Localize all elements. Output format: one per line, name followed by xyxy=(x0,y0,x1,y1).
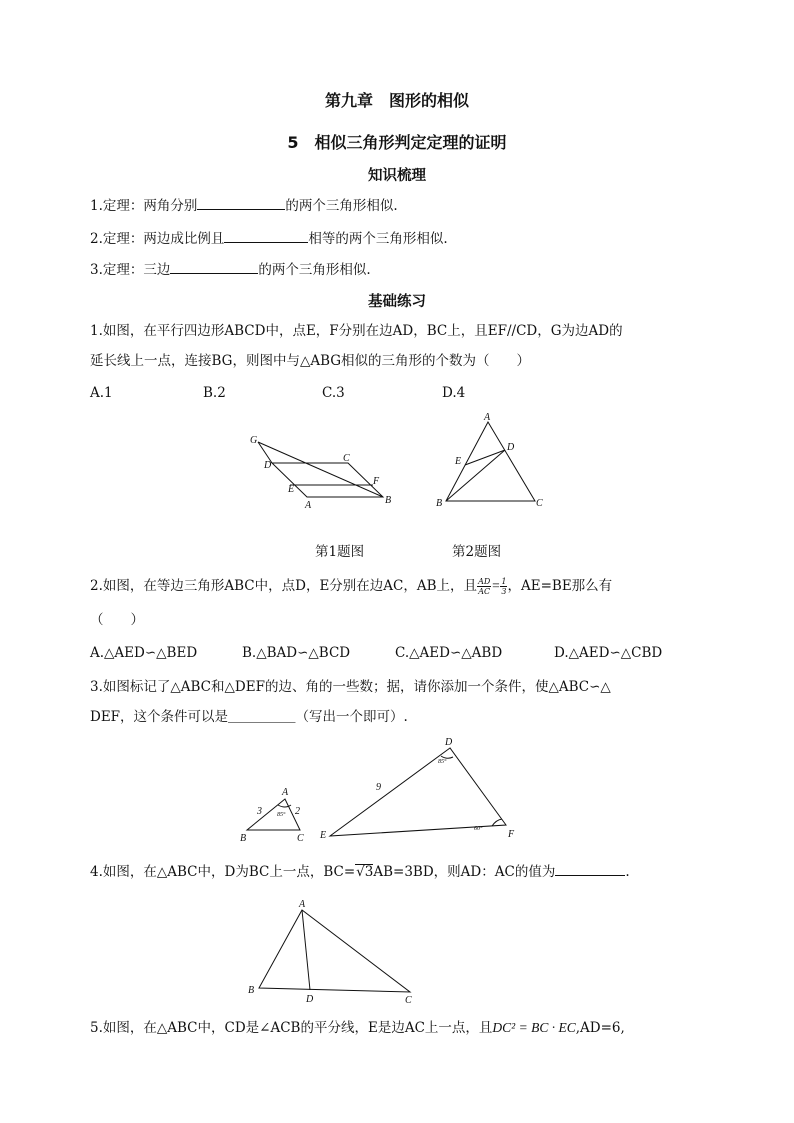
blank-3[interactable] xyxy=(170,259,258,274)
label-d: D xyxy=(306,994,314,1005)
label-b: B xyxy=(436,498,443,509)
q2-option-a[interactable]: A.△AED∽△BED xyxy=(90,645,198,661)
theorem-1: 1.定理：两角分别 的两个三角形相似. xyxy=(90,195,398,216)
q4-answer-blank[interactable] xyxy=(555,861,625,876)
label-a: A xyxy=(299,899,306,910)
blank-2[interactable] xyxy=(224,228,308,243)
q2-option-b[interactable]: B.△BAD∽△BCD xyxy=(242,645,351,661)
label-angle-d: 85° xyxy=(438,759,447,765)
figure-2-caption: 第2题图 xyxy=(452,544,502,560)
q1-option-d[interactable]: D.4 xyxy=(442,385,466,401)
segment-ed xyxy=(465,450,505,465)
figure-2-triangle xyxy=(430,410,550,510)
q5-line: 5.如图，在△ABC中，CD是∠ACB的平分线，E是边AC上一点，且DC² = BC · EC,AD=6, xyxy=(90,1020,625,1036)
figure-3-triangles xyxy=(230,732,530,847)
segment-ad xyxy=(302,910,310,990)
label-c: C xyxy=(405,995,412,1006)
label-side-ab: 3 xyxy=(257,806,262,817)
label-e: E xyxy=(320,830,327,841)
triangle-def-large xyxy=(330,748,506,836)
label-e: E xyxy=(455,456,462,467)
fraction-ad-ac: $\frac{AD}{AC}$ xyxy=(478,577,491,596)
label-f: F xyxy=(373,476,380,487)
sqrt-3: √3 xyxy=(356,864,374,880)
q1-option-a[interactable]: A.1 xyxy=(90,385,113,401)
label-angle-f: 60° xyxy=(474,826,483,832)
blank-1[interactable] xyxy=(197,195,285,210)
label-c: C xyxy=(536,498,543,509)
q3-line1: 3.如图标记了△ABC和△DEF的边、角的一些数；据，请你添加一个条件，使△ABC∽△ xyxy=(90,679,611,695)
theorem-3: 3.定理：三边 的两个三角形相似. xyxy=(90,259,371,280)
label-d: D xyxy=(264,460,272,471)
fraction-one-third: $\frac{1}{3}$ xyxy=(501,577,507,596)
triangle-abc xyxy=(259,910,410,992)
label-a: A xyxy=(305,500,312,511)
label-b: B xyxy=(240,833,247,844)
label-b: B xyxy=(248,985,255,996)
label-b: B xyxy=(385,495,392,506)
figure-1-parallelogram xyxy=(245,430,405,515)
theorem-2: 2.定理：两边成比例且 相等的两个三角形相似. xyxy=(90,228,448,249)
segment-gb xyxy=(258,442,383,497)
label-angle-a: 85° xyxy=(277,812,286,818)
knowledge-heading: 知识梳理 xyxy=(368,168,426,184)
label-c: C xyxy=(343,453,350,464)
chapter-title: 第九章 图形的相似 xyxy=(324,91,469,110)
q1-line2: 延长线上一点，连接BG，则图中与△ABG相似的三角形的个数为（ ） xyxy=(90,353,531,369)
q1-option-b[interactable]: B.2 xyxy=(203,385,226,401)
q1-line1: 1.如图，在平行四边形ABCD中，点E，F分别在边AD，BC上，且EF//CD，G为边AD的 xyxy=(90,323,623,339)
label-side-de: 9 xyxy=(376,782,381,793)
figure-4-triangle xyxy=(240,895,430,1010)
label-g: G xyxy=(250,435,258,446)
q1-option-c[interactable]: C.3 xyxy=(322,385,345,401)
label-d: D xyxy=(507,442,515,453)
q4-line: 4.如图，在△ABC中，D为BC上一点，BC=√3AB=3BD，则AD：AC的值为 . xyxy=(90,861,630,882)
section-title: 5 相似三角形判定定理的证明 xyxy=(287,133,507,152)
label-c: C xyxy=(297,833,304,844)
q3-line2: DEF，这个条件可以是＿＿＿＿＿（写出一个即可）. xyxy=(90,709,408,725)
label-a: A xyxy=(484,412,491,423)
practice-heading: 基础练习 xyxy=(368,294,426,310)
triangle-abc-small xyxy=(247,799,300,830)
angle-d-arc xyxy=(441,756,453,758)
q2-line2: （ ） xyxy=(90,612,144,628)
figure-1-caption: 第1题图 xyxy=(315,544,365,560)
q2-line1: 2.如图，在等边三角形ABC中，点D，E分别在边AC，AB上，且 $\frac{AD}{AC}$ = $\frac{1}{3}$ ，AE=BE那么有 xyxy=(90,577,613,596)
q2-option-c[interactable]: C.△AED∽△ABD xyxy=(395,645,503,661)
q2-option-d[interactable]: D.△AED∽△CBD xyxy=(554,645,663,661)
label-a: A xyxy=(282,787,289,798)
label-e: E xyxy=(288,484,295,495)
label-f: F xyxy=(508,829,515,840)
label-d: D xyxy=(445,737,453,748)
label-side-ac: 2 xyxy=(295,806,300,817)
